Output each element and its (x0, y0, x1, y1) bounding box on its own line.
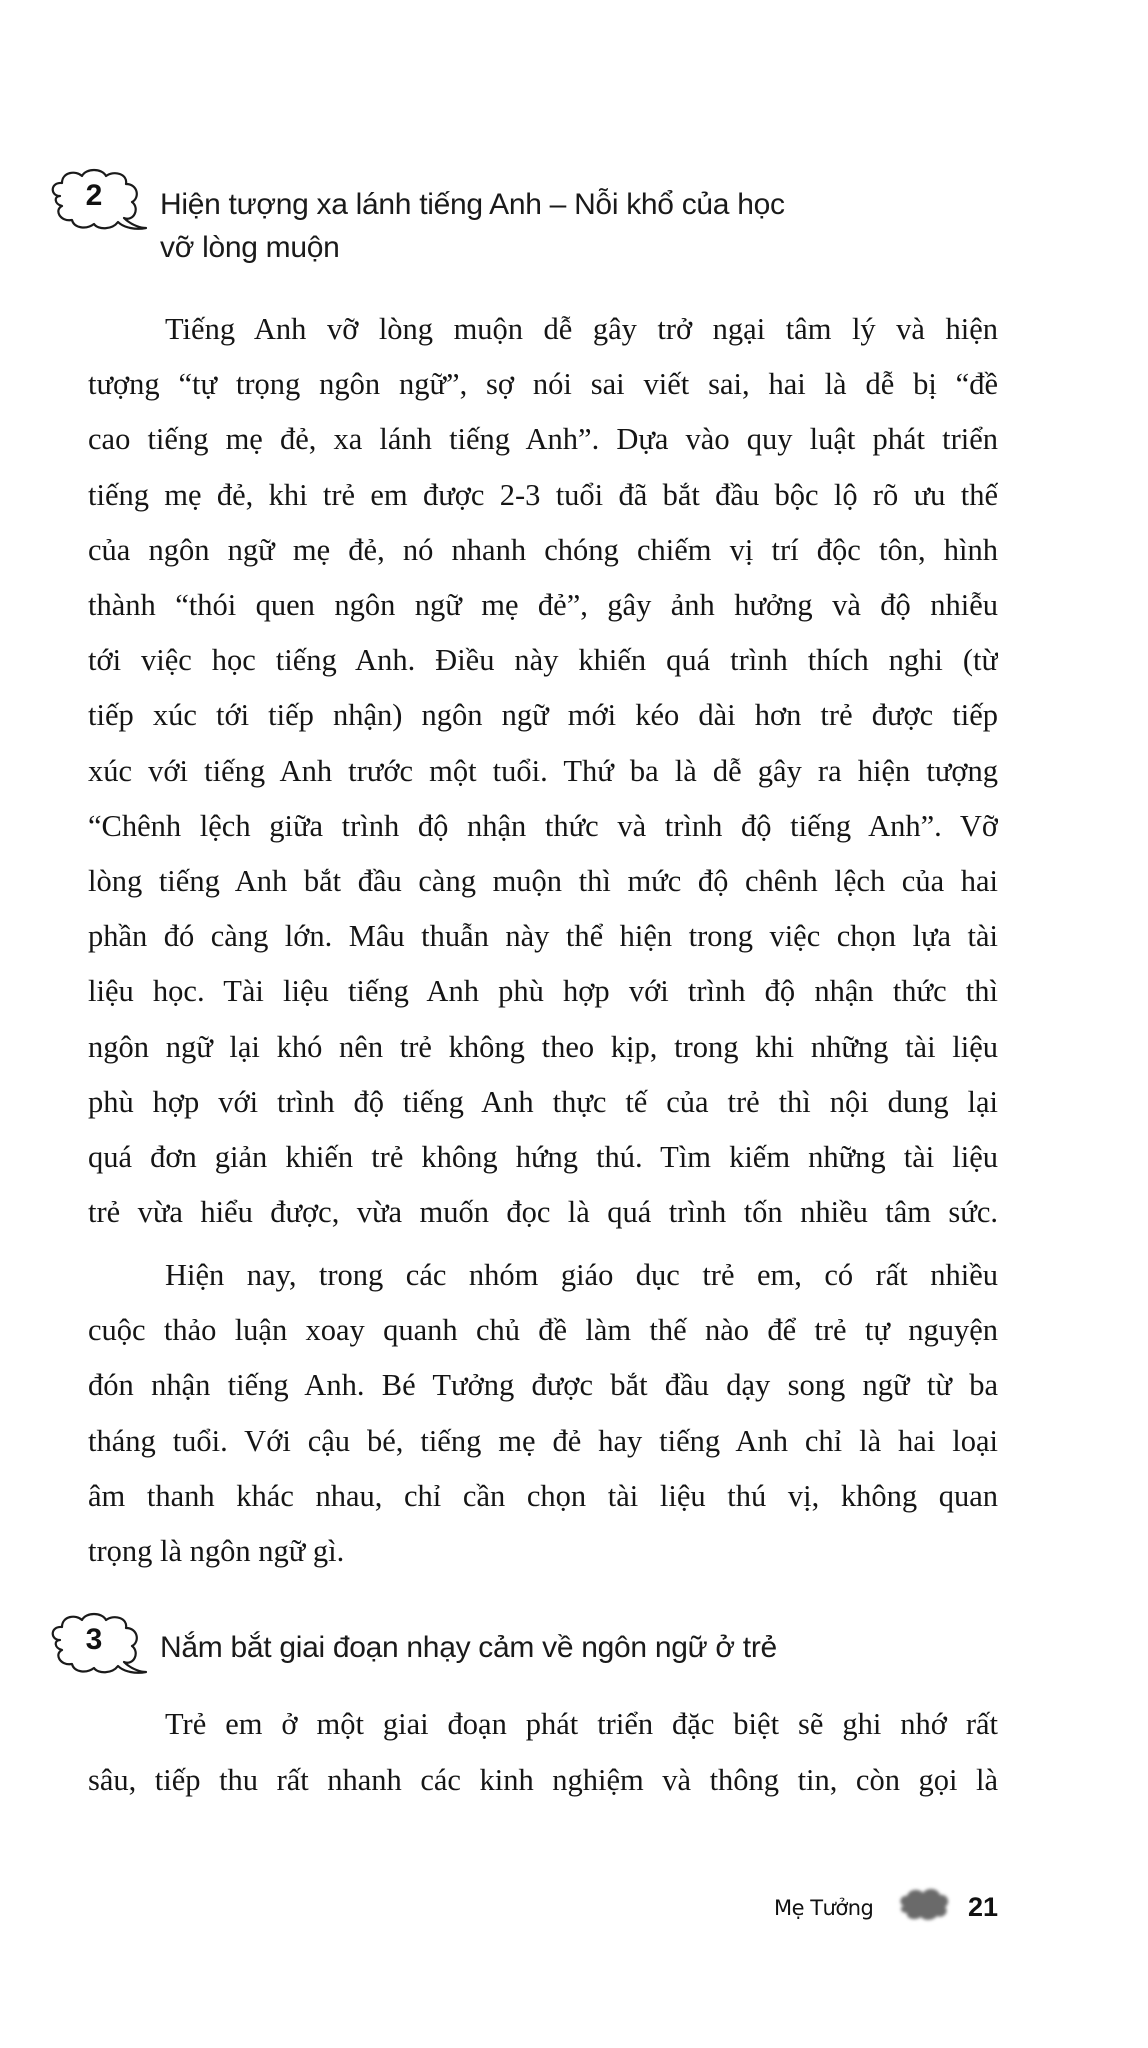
paragraph-line: xúc với tiếng Anh trước một tuổi. Thứ ba là dễ gây ra hiện tượng (88, 753, 998, 788)
section-heading: Nắm bắt giai đoạn nhạy cảm về ngôn ngữ ở trẻ (160, 1631, 777, 1664)
paragraph-line: trẻ vừa hiểu được, vừa muốn đọc là quá trình tốn nhiều tâm sức. (88, 1195, 998, 1230)
paragraph-line: âm thanh khác nhau, chỉ cần chọn tài liệu thú vị, không quan (88, 1478, 998, 1513)
page-number: 21 (968, 1892, 999, 1922)
paragraph-line: lòng tiếng Anh bắt đầu càng muộn thì mức độ chênh lệch của hai (88, 864, 998, 898)
paragraph-line: tháng tuổi. Với cậu bé, tiếng mẹ đẻ hay tiếng Anh chỉ là hai loại (88, 1423, 998, 1458)
paragraph-line: Hiện nay, trong các nhóm giáo dục trẻ em, có rất nhiều (165, 1258, 998, 1292)
paragraph-line: quá đơn giản khiến trẻ không hứng thú. Tìm kiếm những tài liệu (88, 1140, 998, 1174)
section-number: 3 (85, 1623, 103, 1656)
paragraph-line: tới việc học tiếng Anh. Điều này khiến quá trình thích nghi (từ (88, 643, 998, 678)
paragraph-line: Trẻ em ở một giai đoạn phát triển đặc biệt sẽ ghi nhớ rất (165, 1707, 998, 1741)
cloud-icon (894, 1884, 954, 1924)
section-number: 2 (85, 179, 103, 212)
paragraph-line: trọng là ngôn ngữ gì. (88, 1534, 345, 1568)
paragraph-line: “Chênh lệch giữa trình độ nhận thức và trình độ tiếng Anh”. Vỡ (88, 808, 998, 843)
section-heading: Hiện tượng xa lánh tiếng Anh – Nỗi khổ của học (160, 188, 785, 221)
paragraph-line: sâu, tiếp thu rất nhanh các kinh nghiệm và thông tin, còn gọi là (88, 1763, 998, 1797)
paragraph-line: của ngôn ngữ mẹ đẻ, nó nhanh chóng chiếm vị trí độc tôn, hình (88, 532, 998, 567)
paragraph-line: phù hợp với trình độ tiếng Anh thực tế của trẻ thì nội dung lại (88, 1084, 998, 1119)
paragraph-line: phần đó càng lớn. Mâu thuẫn này thể hiện trong việc chọn lựa tài (88, 919, 998, 954)
section-heading-continued: vỡ lòng muộn (160, 231, 340, 264)
paragraph-line: đón nhận tiếng Anh. Bé Tưởng được bắt đầu dạy song ngữ từ ba (88, 1368, 998, 1403)
paragraph-line: liệu học. Tài liệu tiếng Anh phù hợp với trình độ nhận thức thì (88, 974, 998, 1009)
paragraph-line: tiếp xúc tới tiếp nhận) ngôn ngữ mới kéo dài hơn trẻ được tiếp (88, 698, 998, 733)
paragraph-line: tiếng mẹ đẻ, khi trẻ em được 2-3 tuổi đã bắt đầu bộc lộ rõ ưu thế (88, 477, 998, 512)
section-number-badge (46, 1610, 150, 1680)
paragraph-line: tượng “tự trọng ngôn ngữ”, sợ nói sai viết sai, hai là dễ bị “đề (88, 367, 998, 402)
running-footer-author: Mẹ Tưởng (774, 1896, 874, 1920)
paragraph-line: thành “thói quen ngôn ngữ mẹ đẻ”, gây ảnh hưởng và độ nhiễu (88, 588, 998, 622)
section-number-badge (46, 166, 150, 236)
paragraph-line: Tiếng Anh vỡ lòng muộn dễ gây trở ngại tâm lý và hiện (165, 312, 998, 346)
paragraph-line: ngôn ngữ lại khó nên trẻ không theo kịp, trong khi những tài liệu (88, 1029, 998, 1064)
paragraph-line: cuộc thảo luận xoay quanh chủ đề làm thế nào để trẻ tự nguyện (88, 1313, 998, 1348)
paragraph-line: cao tiếng mẹ đẻ, xa lánh tiếng Anh”. Dựa vào quy luật phát triển (88, 422, 998, 457)
